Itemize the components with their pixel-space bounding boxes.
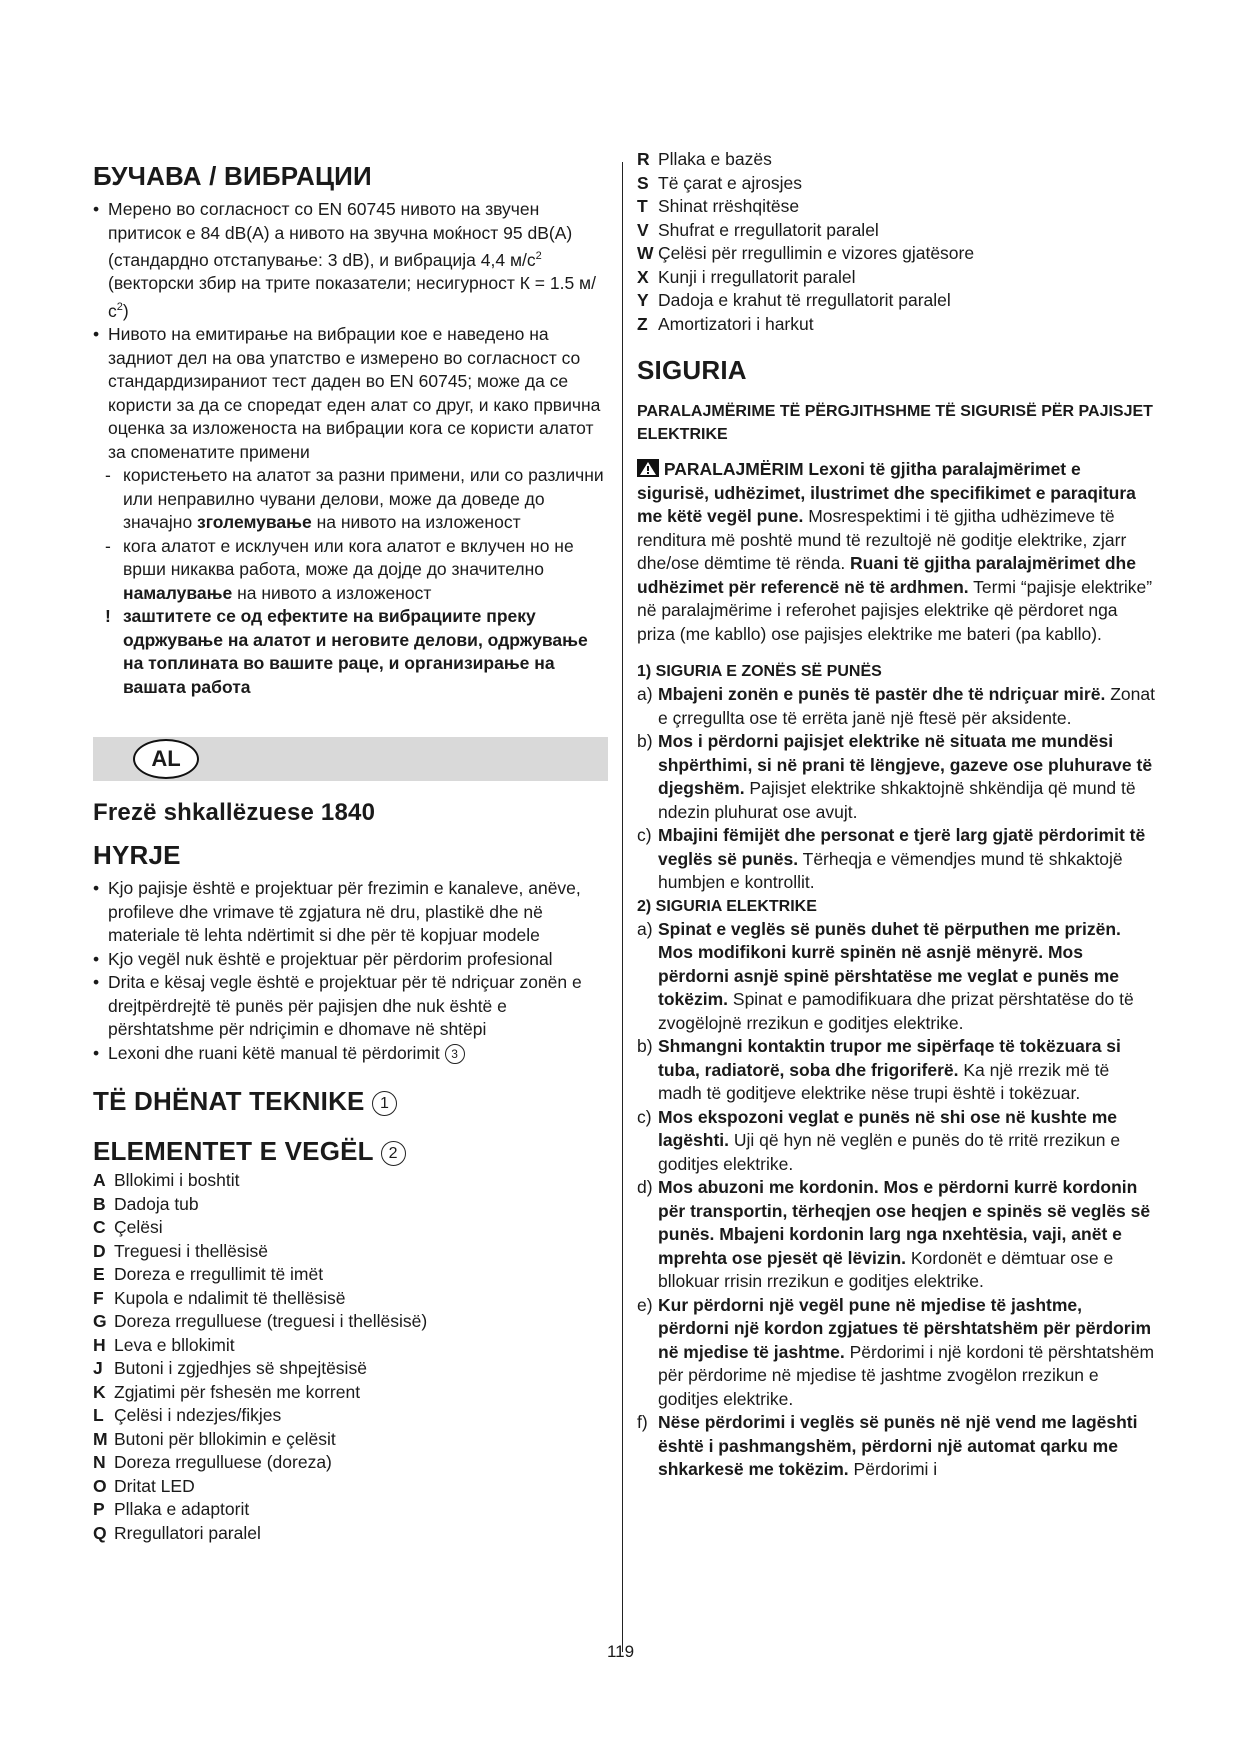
tool-element-letter: Z — [637, 313, 648, 334]
noise-warning: ! заштитете се од ефектите на вибрациите преку одржување на алатот и неговите делови, одржување на топлината во вашите раце, и организирање на вашата работа — [105, 606, 588, 697]
noise-sub-2-text-a: кога алатот е исклучен или кога алатот е вклучен но не врши никаква работа, може да дојде до значително — [123, 535, 574, 580]
intro-heading: HYRJE — [93, 840, 181, 871]
tool-elements-heading — [93, 1135, 608, 1167]
general-warning-text-1: Mosrespektimi i të gjitha udhëzimeve të renditura më poshtë mund të rezultojë në goditje elektrike, zjarr dhe/ose dëmtime të rënda. — [637, 506, 1127, 573]
tool-element-letter: J — [93, 1358, 103, 1379]
tool-element-item — [637, 195, 1157, 219]
language-badge: AL — [133, 739, 199, 779]
item-marker: c) — [637, 825, 652, 845]
noise-sub-2-text-c: на нивото а изложеност — [232, 582, 432, 603]
technical-data-title: TË DHËNAT TEKNIKE — [93, 1086, 373, 1117]
elec-c-text: Uji që hyn në veglën e punës do të rritë rrezikun e goditjes elektrike. — [658, 1130, 1121, 1174]
general-safety-heading: PARALAJMËRIME TË PËRGJITHSHME TË SIGURISË PËR PAJISJET ELEKTRIKE — [637, 403, 1153, 443]
tool-element-label: Treguesi i thellësisë — [114, 1240, 269, 1261]
work-b-bold: Mos i përdorni pajisjet elektrike në situata me mundësi shpërthimi, si në prani të lëngjeve, gazeve ose pluhurave të djegshëm. — [658, 731, 1153, 798]
tool-element-label: Çelësi i ndezjes/fikjes — [114, 1405, 282, 1426]
intro-bullet-4-text: Lexoni dhe ruani këtë manual të përdorimit — [108, 1042, 445, 1063]
right-column — [637, 148, 1157, 1482]
noise-sub-1-text-c: на нивото на изложеност — [311, 512, 521, 533]
tool-element-label: Pllaka e adaptorit — [114, 1499, 250, 1520]
tool-element-item — [637, 172, 1157, 196]
tool-element-item — [93, 1193, 608, 1217]
tool-element-item — [93, 1357, 608, 1381]
intro-bullet-4: • Lexoni dhe ruani këtë manual të përdorimit 3 — [93, 1042, 608, 1066]
elec-a-bold: Spinat e veglës së punës duhet të përputhen me prizën. Mos modifikoni kurrë spinën në asnjë mënyrë. Mos përdorni asnjë spinë përshtatëse me veglat e punës me tokëzim. — [658, 918, 1121, 1009]
tool-element-item — [93, 1334, 608, 1358]
tool-element-item — [93, 1216, 608, 1240]
technical-data-heading — [93, 1085, 608, 1117]
tool-element-letter: D — [93, 1240, 106, 1261]
elec-d-text: Kordonët e dëmtuar ose e bllokuar rrisin rrezikun e goditjes elektrike. — [658, 1247, 1114, 1291]
tool-element-item — [637, 313, 1157, 337]
figure-ref-2: 2 — [381, 1141, 406, 1166]
tool-element-label: Shufrat e rregullatorit paralel — [658, 219, 879, 240]
safety-heading: SIGURIA — [637, 355, 747, 385]
tool-element-item — [93, 1451, 608, 1475]
tool-element-item — [637, 148, 1157, 172]
item-marker: e) — [637, 1294, 653, 1315]
elec-b-text: Ka një rrezik më të madh të goditjeve elektrike nëse trupi është i tokëzuar. — [658, 1059, 1110, 1103]
elec-d-bold: Mos abuzoni me kordonin. Mos e përdorni kurrë kordonin për transportin, tërheqjen ose heqjen e spinës së veglës së punës. Mbajeni kordonin larg nga nxehtësia, vaji, anët e mprehta ose pjesët që lëvizin. — [658, 1177, 1151, 1268]
item-marker: b) — [637, 731, 653, 751]
noise-bullet-1: • Мерено во согласност со EN 60745 нивото на звучен притисок е 84 dB(A) а нивото на звучна моќност 95 dB(A) (стандардно отстапување: 3 dB), и вибрација 4,4 $м/с^2$ (векторски збир на трите показатели; несигурност К = 1.5 $м/с^2$) — [93, 199, 596, 321]
tool-element-label: Çelësi — [114, 1217, 163, 1238]
elec-f-bold: Nëse përdorimi i veglës së punës në një vend me lagështi është i pashmangshëm, përdorni një automat qarku me shkarkesë me tokëzim. — [658, 1412, 1138, 1479]
tool-element-letter: X — [637, 266, 649, 287]
elec-b-bold: Shmangni kontaktin trupor me sipërfaqe të tokëzuara si tuba, radiatorë, soba dhe frigoriferë. — [658, 1036, 1121, 1080]
tool-element-letter: T — [637, 196, 648, 216]
item-marker: b) — [637, 1036, 653, 1056]
elec-item-e — [637, 1294, 1157, 1412]
column-divider — [622, 162, 623, 1652]
language-band — [93, 737, 608, 781]
tool-element-letter: F — [93, 1287, 104, 1308]
work-c-text: Tërheqja e vëmendjes mund të shkaktojë humbjen e kontrollit. — [658, 848, 1123, 892]
tool-element-label: Kunji i rregullatorit paralel — [658, 266, 856, 287]
intro-bullet-1-text: Kjo pajisje është e projektuar për frezimin e kanaleve, anëve, profileve dhe vrimave të zgjatura në dru, plastikë dhe në materiale të lehta ndërtimit si dhe për të kopjuar modele — [108, 878, 581, 946]
elec-f-text: Përdorimi i — [848, 1459, 938, 1479]
tool-element-item — [93, 1263, 608, 1287]
figure-ref-1: 1 — [372, 1091, 397, 1116]
work-a-bold: Mbajeni zonën e punës të pastër dhe të ndriçuar mirë. — [658, 684, 1106, 704]
tool-element-label: Leva e bllokimit — [114, 1334, 235, 1355]
item-marker: a) — [637, 918, 653, 939]
intro-bullet-2-text: Kjo vegël nuk është e projektuar për përdorim profesional — [108, 948, 553, 969]
tool-element-item — [93, 1522, 608, 1546]
tool-element-label: Doreza rregulluese (treguesi i thellësisë) — [114, 1311, 428, 1332]
work-item-b — [637, 730, 1157, 824]
warning-triangle-icon — [637, 459, 659, 477]
tool-element-letter: C — [93, 1217, 106, 1238]
tool-element-letter: Q — [93, 1522, 107, 1543]
elec-a-text: Spinat e pamodifikuara dhe prizat përshtatëse do të zvogëlojnë rrezikun e goditjes elektrike. — [658, 989, 1134, 1033]
elec-item-c — [637, 1106, 1157, 1177]
noise-bullet-2-text: Нивото на емитирање на вибрации кое е наведено на задниот дел на ова упатство е измерено во согласност со стандардизираниот тест даден во EN 60745; може да се користи за да се споредат еден алат со друг, и како првична оценка за изложеноста на вибрации кога се користи алатот за споменатите примени — [108, 324, 601, 462]
tool-elements-list-cont — [637, 148, 1157, 336]
noise-bullet-1-text-b: (векторски збир на трите показатели; несигурност К = 1.5 м/с — [108, 273, 596, 321]
tool-element-letter: H — [93, 1334, 106, 1355]
tool-element-label: Rregullatori paralel — [114, 1522, 261, 1543]
tool-element-label: Dadoja tub — [114, 1193, 199, 1214]
tool-element-letter: G — [93, 1311, 107, 1332]
intro-bullet-3: • Drita e kësaj vegle është e projektuar për të ndriçuar zonën e drejtpërdrejtë të punës për pajisjen dhe nuk është e përshtatshme për ndriçimin e dhomave në shtëpi — [93, 972, 582, 1040]
tool-element-label: Doreza rregulluese (doreza) — [114, 1452, 332, 1473]
tool-element-letter: O — [93, 1475, 107, 1496]
general-warning-bold-2: Ruani të gjitha paralajmërimet dhe udhëzimet për referencë në të ardhmen. — [637, 553, 1136, 597]
tool-element-label: Zgjatimi për fshesën me korrent — [114, 1381, 361, 1402]
tool-element-item — [637, 289, 1157, 313]
tool-element-item — [93, 1428, 608, 1452]
work-item-a — [637, 683, 1157, 730]
tool-element-letter: E — [93, 1264, 105, 1285]
tool-element-label: Pllaka e bazës — [658, 149, 772, 169]
item-marker: d) — [637, 1177, 653, 1197]
product-title: Frezë shkallëzuese 1840 — [93, 799, 376, 827]
noise-sub-1-text-a: користењето на алатот за разни примени, или со различни или неправилно чувани делови, може да доведе до значајно — [123, 465, 604, 533]
tool-element-label: Amortizatori i harkut — [658, 313, 814, 334]
elec-item-a — [637, 918, 1157, 1036]
tool-element-letter: A — [93, 1170, 106, 1191]
intro-bullet-2: • Kjo vegël nuk është e projektuar për përdorim profesional — [93, 948, 553, 969]
tool-element-label: Shinat rrëshqitëse — [658, 196, 800, 216]
noise-bullet-2: • Нивото на емитирање на вибрации кое е наведено на задниот дел на ова упатство е измерено во согласност со стандардизираниот тест даден во EN 60745; може да се користи за да се споредат еден алат со друг, и како првична оценка за изложеноста на вибрации кога се користи алатот за споменатите примени — [93, 324, 601, 462]
tool-element-item — [637, 219, 1157, 243]
tool-element-item — [93, 1475, 608, 1499]
superscript-2: 2 — [116, 300, 123, 313]
elec-c-bold: Mos ekspozoni veglat e punës në shi ose në kushte me lagështi. — [658, 1106, 1118, 1150]
intro-bullet-1: • Kjo pajisje është e projektuar për frezimin e kanaleve, anëve, profileve dhe vrimave të zgjatura në dru, plastikë dhe në materiale të lehta ndërtimit si dhe për të kopjuar modele — [93, 878, 581, 946]
work-item-c — [637, 824, 1157, 895]
superscript-2: 2 — [535, 250, 542, 262]
tool-element-letter: N — [93, 1452, 106, 1473]
tool-element-label: Dadoja e krahut të rregullatorit paralel — [658, 290, 951, 310]
tool-element-item — [93, 1381, 608, 1405]
tool-element-label: Butoni i zgjedhjes së shpejtësisë — [114, 1358, 367, 1379]
tool-element-item — [93, 1404, 608, 1428]
noise-sub-item-2: - кога алатот е исклучен или кога алатот е вклучен но не врши никаква работа, може да дојде до значително намалување на нивото а изложеност — [105, 535, 574, 603]
item-marker: a) — [637, 684, 653, 704]
elec-item-f — [637, 1411, 1157, 1482]
noise-sub-2-bold: намалување — [123, 582, 233, 603]
tool-element-label: Të çarat e ajrosjes — [658, 172, 802, 193]
elec-item-b — [637, 1035, 1157, 1106]
noise-warning-text: заштитете се од ефектите на вибрациите преку одржување на алатот и неговите делови, одржување на топлината во вашите раце, и организирање на вашата работа — [123, 606, 588, 697]
left-column — [93, 160, 608, 1545]
tool-element-label: Doreza e rregullimit të imët — [114, 1264, 324, 1285]
intro-bullet-3-text: Drita e kësaj vegle është e projektuar për të ndriçuar zonën e drejtpërdrejtë të punës për pajisjen dhe nuk është e përshtatshme për ndriçimin e dhomave në shtëpi — [108, 972, 582, 1040]
item-marker: f) — [637, 1412, 648, 1432]
tool-element-label: Bllokimi i boshtit — [114, 1170, 240, 1191]
noise-vibration-heading: БУЧАВА / ВИБРАЦИИ — [93, 161, 372, 191]
tool-element-letter: R — [637, 149, 650, 169]
figure-ref-3: 3 — [445, 1044, 465, 1064]
tool-element-item — [93, 1169, 608, 1193]
tool-element-letter: W — [637, 243, 654, 263]
tool-element-letter: L — [93, 1405, 104, 1426]
work-area-safety-heading: 1) SIGURIA E ZONËS SË PUNËS — [637, 663, 882, 680]
noise-sub-1-bold: зголемување — [197, 512, 312, 533]
general-warning-paragraph — [637, 458, 1157, 646]
tool-element-letter: P — [93, 1499, 105, 1520]
tool-element-label: Kupola e ndalimit të thellësisë — [114, 1287, 346, 1308]
tool-element-item — [93, 1498, 608, 1522]
tool-element-item — [637, 266, 1157, 290]
item-marker: c) — [637, 1106, 652, 1127]
work-c-bold: Mbajini fëmijët dhe personat e tjerë larg gjatë përdorimit të veglës së punës. — [658, 825, 1146, 869]
tool-element-letter: M — [93, 1428, 108, 1449]
work-a-text: Zonat e çrregullta ose të errëta janë një ftesë për aksidente. — [658, 684, 1155, 728]
tool-element-item — [93, 1240, 608, 1264]
tool-elements-list — [93, 1169, 608, 1545]
elec-e-text: Përdorimi i një kordoni të përshtatshëm për përdorime në mjedise të jashtme zvogëlon rrezikun e goditjes elektrike. — [658, 1341, 1155, 1409]
noise-sub-item-1: - користењето на алатот за разни примени, или со различни или неправилно чувани делови, може да доведе до значајно зголемување на нивото на изложеност — [105, 465, 604, 533]
tool-element-item — [93, 1310, 608, 1334]
tool-element-letter: V — [637, 219, 649, 240]
work-b-text: Pajisjet elektrike shkaktojnë shkëndija që mund të ndezin pluhurat ose avujt. — [658, 778, 1136, 822]
tool-element-label: Butoni për bllokimin e çelësit — [114, 1428, 336, 1449]
elec-item-d — [637, 1176, 1157, 1294]
tool-element-item — [93, 1287, 608, 1311]
tool-element-item — [637, 242, 1157, 266]
tool-element-letter: K — [93, 1381, 106, 1402]
tool-element-label: Çelësi për rregullimin e vizores gjatësore — [658, 243, 975, 263]
tool-elements-title: ELEMENTET E VEGËL — [93, 1136, 381, 1167]
noise-bullet-1-text-a: Мерено во согласност со EN 60745 нивото на звучен притисок е 84 dB(A) а нивото на звучна моќност 95 dB(A) (стандардно отстапување: 3 dB), и вибрација 4,4 м/с — [108, 199, 573, 270]
general-warning-bold-1: PARALAJMËRIM Lexoni të gjitha paralajmërimet e sigurisë, udhëzimet, ilustrimet dhe specifikimet e paraqitura me këtë vegël pune. — [637, 459, 1136, 526]
tool-element-letter: B — [93, 1193, 106, 1214]
tool-element-label: Dritat LED — [114, 1475, 195, 1496]
general-warning-text-2: Termi “pajisje elektrike” në paralajmërime i referohet pajisjes elektrike që përdoret nga priza (me kabllo) ose pajisjes elektrike me bateri (pa kabllo). — [637, 576, 1153, 644]
electrical-safety-heading: 2) SIGURIA ELEKTRIKE — [637, 897, 817, 915]
elec-e-bold: Kur përdorni një vegël pune në mjedise të jashtme, përdorni një kordon zgjatues të përshtatshëm për përdorim në mjedise të jashtme. — [658, 1294, 1152, 1362]
tool-element-letter: S — [637, 172, 649, 193]
page-number: 119 — [606, 1642, 635, 1661]
tool-element-letter: Y — [637, 290, 649, 310]
noise-bullet-1-text-c: ) — [122, 300, 129, 321]
